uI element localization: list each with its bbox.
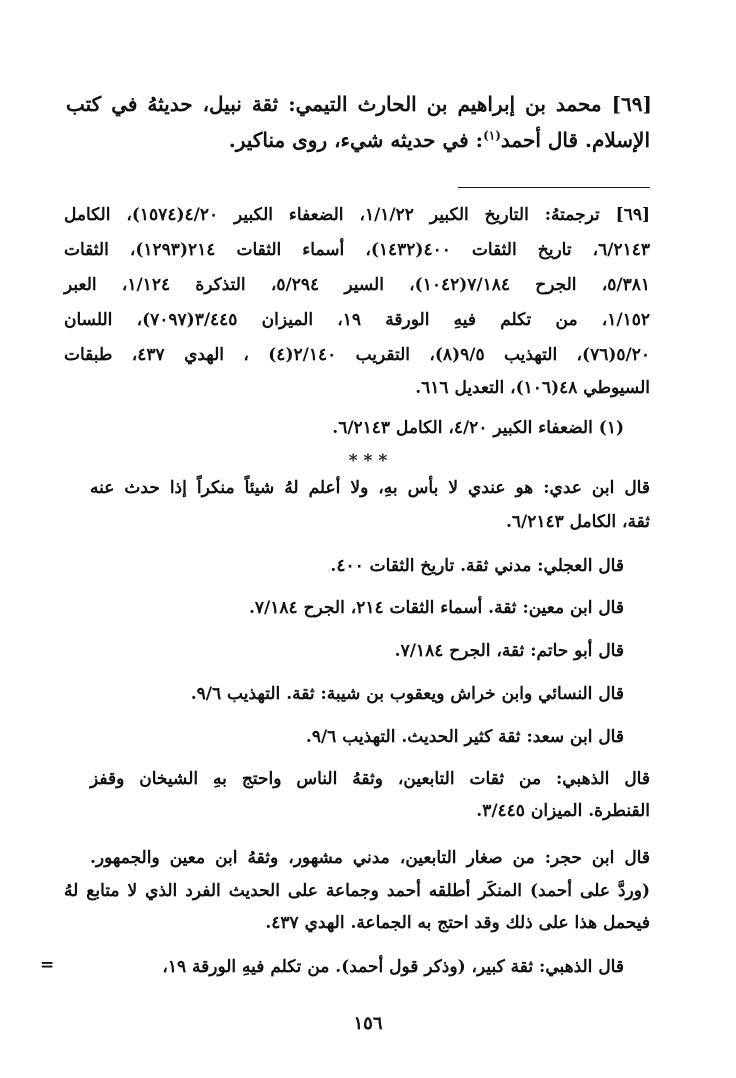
footnote-ref-marker: (١) xyxy=(483,128,501,143)
entry-heading-line: [٦٩] محمد بن إبراهيم بن الحارث التيمي: ثقة نبيل، حديثهُ في كتب xyxy=(66,92,652,116)
quote-ibn-hajar-line-3: فيحمل هذا على ذلك وقد احتج به الجماعة. الهدي ٤٣٧. xyxy=(265,913,650,933)
footnote-separator-rule xyxy=(458,187,650,188)
quote-dhahabi-line-1: قال الذهبي: من ثقات التابعين، وثقهُ الناس واحتج بهِ الشيخان وقفز xyxy=(90,769,650,789)
quote-dhahabi-2: قال الذهبي: ثقة كبير، (وذكر قول أحمد). من تكلم فيهِ الورقة ١٩، xyxy=(162,957,624,977)
quote-ibn-hajar-line-2: (وردَّ على أحمد) المنكَر أطلقه أحمد وجماعة على الحديث الفرد الذي لا متابع لهُ xyxy=(64,881,650,901)
entry-text-before-ref: الإسلام. قال أحمد xyxy=(500,128,650,152)
quote-ibn-hajar-line-1: قال ابن حجر: من صغار التابعين، مدني مشهور، وثقهُ ابن معين والجمهور. xyxy=(90,848,650,868)
quote-ibn-saad: قال ابن سعد: ثقة كثير الحديث. التهذيب ٩/٦. xyxy=(305,727,624,747)
footnote-line: ٦/٢١٤٣، تاريخ الثقات ٤٠٠(١٤٣٢)، أسماء الثقات ٢١٤(١٢٩٣)، الثقات xyxy=(64,240,650,260)
footnote-line: [٦٩] ترجمتهُ: التاريخ الكبير ١/١/٢٢، الضعفاء الكبير ٤/٢٠(١٥٧٤)، الكامل xyxy=(64,205,650,225)
quote-abu-hatim: قال أبو حاتم: ثقة، الجرح ٧/١٨٤. xyxy=(394,641,624,661)
footnote-line: السيوطي ٤٨(١٠٦)، التعديل ٦١٦. xyxy=(415,378,650,398)
page-number: ١٥٦ xyxy=(353,1013,383,1034)
quote-ijli: قال العجلي: مدني ثقة. تاريخ الثقات ٤٠٠. xyxy=(330,556,624,576)
quote-ibn-adi-line-1: قال ابن عدي: هو عندي لا بأس بهِ، ولا أعلم لهُ شيئاً منكراً إذا حدث عنه xyxy=(90,478,650,498)
quote-dhahabi-line-2: القنطرة. الميزان ٣/٤٤٥. xyxy=(476,801,650,821)
footnote-note-1: (١) الضعفاء الكبير ٤/٢٠، الكامل ٦/٢١٤٣. xyxy=(332,418,624,438)
footnote-line: ٥/٢٠(٧٦)، التهذيب ٩/٥(٨)، التقريب ٢/١٤٠(٤) ، الهدي ٤٣٧، طبقات xyxy=(64,345,650,365)
footnote-line: ٥/٣٨١، الجرح ٧/١٨٤(١٠٤٢)، السير ٥/٢٩٤، التذكرة ١/١٢٤، العبر xyxy=(64,275,650,295)
footnote-line: ١/١٥٢، من تكلم فيهِ الورقة ١٩، الميزان ٣/٤٤٥(٧٠٩٧)، اللسان xyxy=(64,310,650,330)
quote-nasai: قال النسائي وابن خراش ويعقوب بن شيبة: ثقة. التهذيب ٩/٦. xyxy=(190,684,624,704)
quote-ibn-adi-line-2: ثقة، الكامل ٦/٢١٤٣. xyxy=(505,512,650,532)
quote-ibn-maeen: قال ابن معين: ثقة. أسماء الثقات ٢١٤، الجرح ٧/١٨٤. xyxy=(249,598,624,618)
section-separator-stars: * * * xyxy=(348,451,388,471)
entry-second-line xyxy=(229,128,650,152)
entry-text-after-ref: : في حديثه شيء، روى مناكير. xyxy=(228,128,484,152)
continuation-mark: = xyxy=(40,955,55,975)
